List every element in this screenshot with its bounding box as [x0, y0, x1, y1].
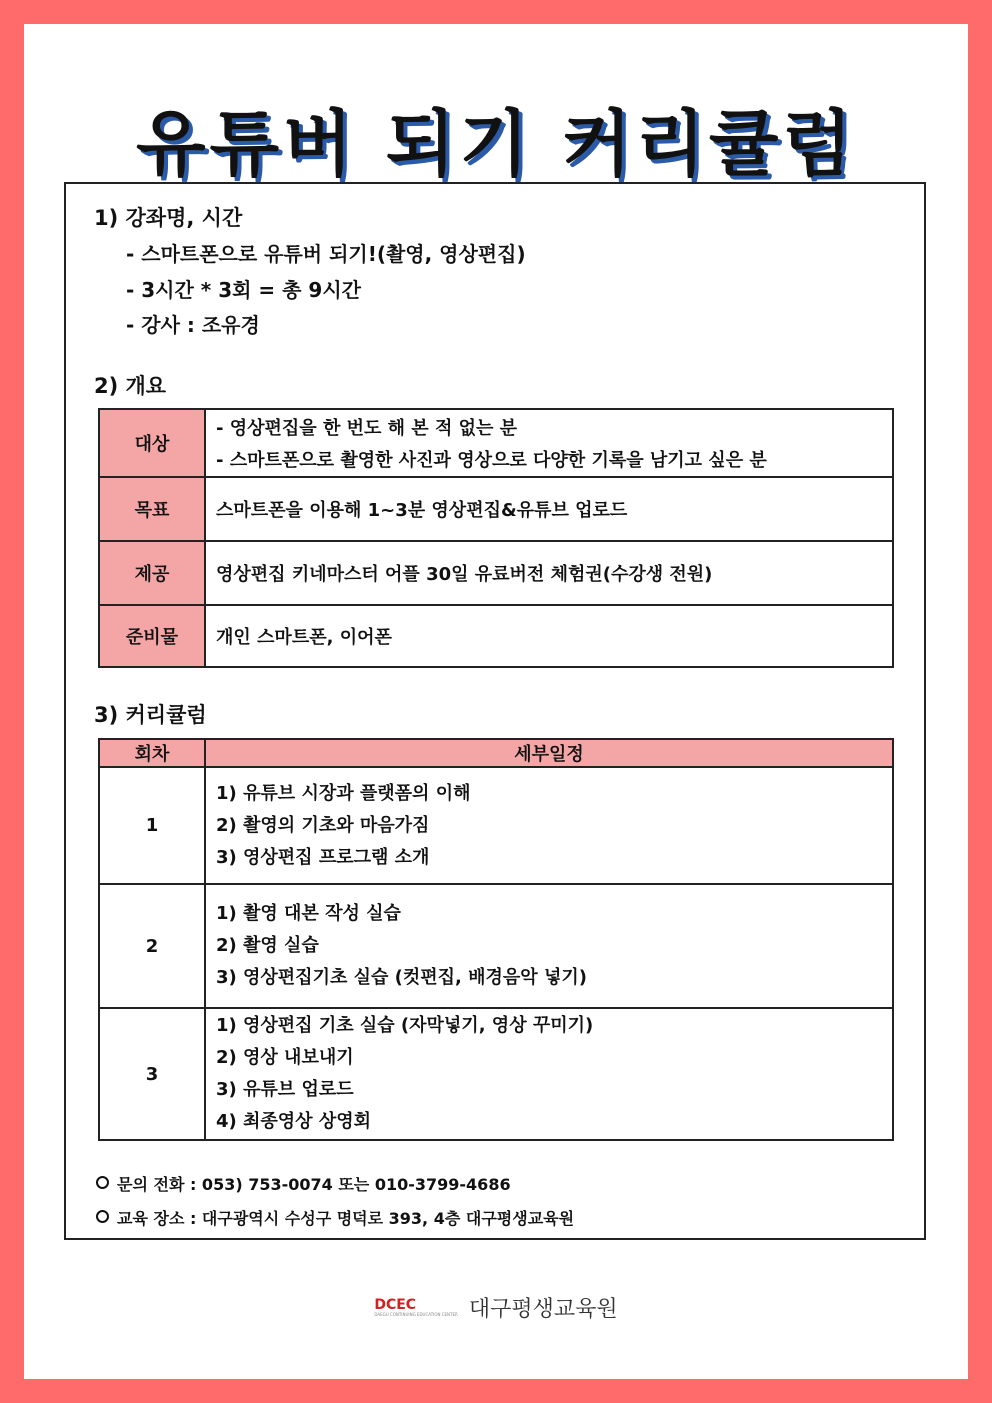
curriculum-round: 1	[99, 767, 205, 884]
curriculum-items	[205, 767, 893, 884]
curriculum-header-row	[99, 739, 893, 767]
content-box	[64, 182, 926, 1240]
curriculum-item: 2) 영상 내보내기	[216, 1047, 354, 1068]
circle-bullet-icon	[96, 1176, 109, 1189]
overview-label: 목표	[99, 477, 205, 541]
curriculum-items	[205, 884, 893, 1008]
overview-row-target	[99, 409, 893, 477]
overview-value: 스마트폰을 이용해 1~3분 영상편집&유튜브 업로드	[205, 477, 893, 541]
curriculum-table	[98, 738, 894, 1141]
curriculum-item: 1) 영상편집 기초 실습 (자막넣기, 영상 꾸미기)	[216, 1015, 594, 1036]
curriculum-item: 3) 유튜브 업로드	[216, 1079, 354, 1100]
curriculum-item: 1) 촬영 대본 작성 실습	[216, 903, 401, 924]
curriculum-items	[205, 1008, 893, 1140]
curriculum-col-detail: 세부일정	[205, 739, 893, 767]
overview-label: 제공	[99, 541, 205, 605]
curriculum-col-round: 회차	[99, 739, 205, 767]
curriculum-row-1	[99, 767, 893, 884]
contact-note-text: 문의 전화 : 053) 753-0074 또는 010-3799-4686	[117, 1175, 511, 1194]
curriculum-row-3	[99, 1008, 893, 1140]
curriculum-item: 3) 영상편집 프로그램 소개	[216, 846, 430, 868]
section1-line-3: - 강사 : 조유경	[126, 313, 260, 337]
dcec-logo-icon	[374, 1298, 457, 1317]
section1-heading: 1) 강좌명, 시간	[94, 206, 243, 230]
section2-heading: 2) 개요	[94, 374, 167, 398]
overview-value-line: - 영상편집을 한 번도 해 본 적 없는 분	[216, 418, 518, 439]
section3-heading: 3) 커리큘럼	[94, 703, 207, 727]
page-title: 유튜버 되기 커리큘럼	[135, 102, 857, 186]
curriculum-item: 4) 최종영상 상영회	[216, 1111, 371, 1132]
section1-line-1: - 스마트폰으로 유튜버 되기!(촬영, 영상편집)	[126, 242, 526, 266]
curriculum-row-2	[99, 884, 893, 1008]
overview-value: 영상편집 키네마스터 어플 30일 유료버전 체험권(수강생 전원)	[205, 541, 893, 605]
overview-table	[98, 408, 894, 668]
curriculum-item: 2) 촬영 실습	[216, 935, 319, 956]
footer-logo	[24, 1292, 968, 1323]
logo-subtitle: DAEGU CONTINUING EDUCATION CENTER	[374, 1312, 458, 1317]
location-note	[96, 1206, 574, 1229]
contact-note	[96, 1172, 511, 1195]
section1-line-2: - 3시간 * 3회 = 총 9시간	[126, 278, 361, 302]
overview-value	[205, 409, 893, 477]
curriculum-item: 2) 촬영의 기초와 마음가짐	[216, 814, 430, 836]
poster-page	[24, 24, 968, 1379]
overview-value-line: - 스마트폰으로 촬영한 사진과 영상으로 다양한 기록을 남기고 싶은 분	[216, 450, 767, 471]
circle-bullet-icon	[96, 1210, 109, 1223]
overview-row-provided	[99, 541, 893, 605]
logo-code: DCEC	[374, 1297, 417, 1313]
location-note-text: 교육 장소 : 대구광역시 수성구 명덕로 393, 4층 대구평생교육원	[117, 1209, 575, 1228]
overview-row-goal	[99, 477, 893, 541]
overview-row-supplies	[99, 605, 893, 667]
org-name: 대구평생교육원	[468, 1297, 618, 1322]
curriculum-round: 3	[99, 1008, 205, 1140]
overview-label: 준비물	[99, 605, 205, 667]
curriculum-item: 1) 유튜브 시장과 플랫폼의 이해	[216, 782, 471, 804]
curriculum-item: 3) 영상편집기초 실습 (컷편집, 배경음악 넣기)	[216, 967, 587, 988]
overview-label: 대상	[99, 409, 205, 477]
overview-value: 개인 스마트폰, 이어폰	[205, 605, 893, 667]
curriculum-round: 2	[99, 884, 205, 1008]
